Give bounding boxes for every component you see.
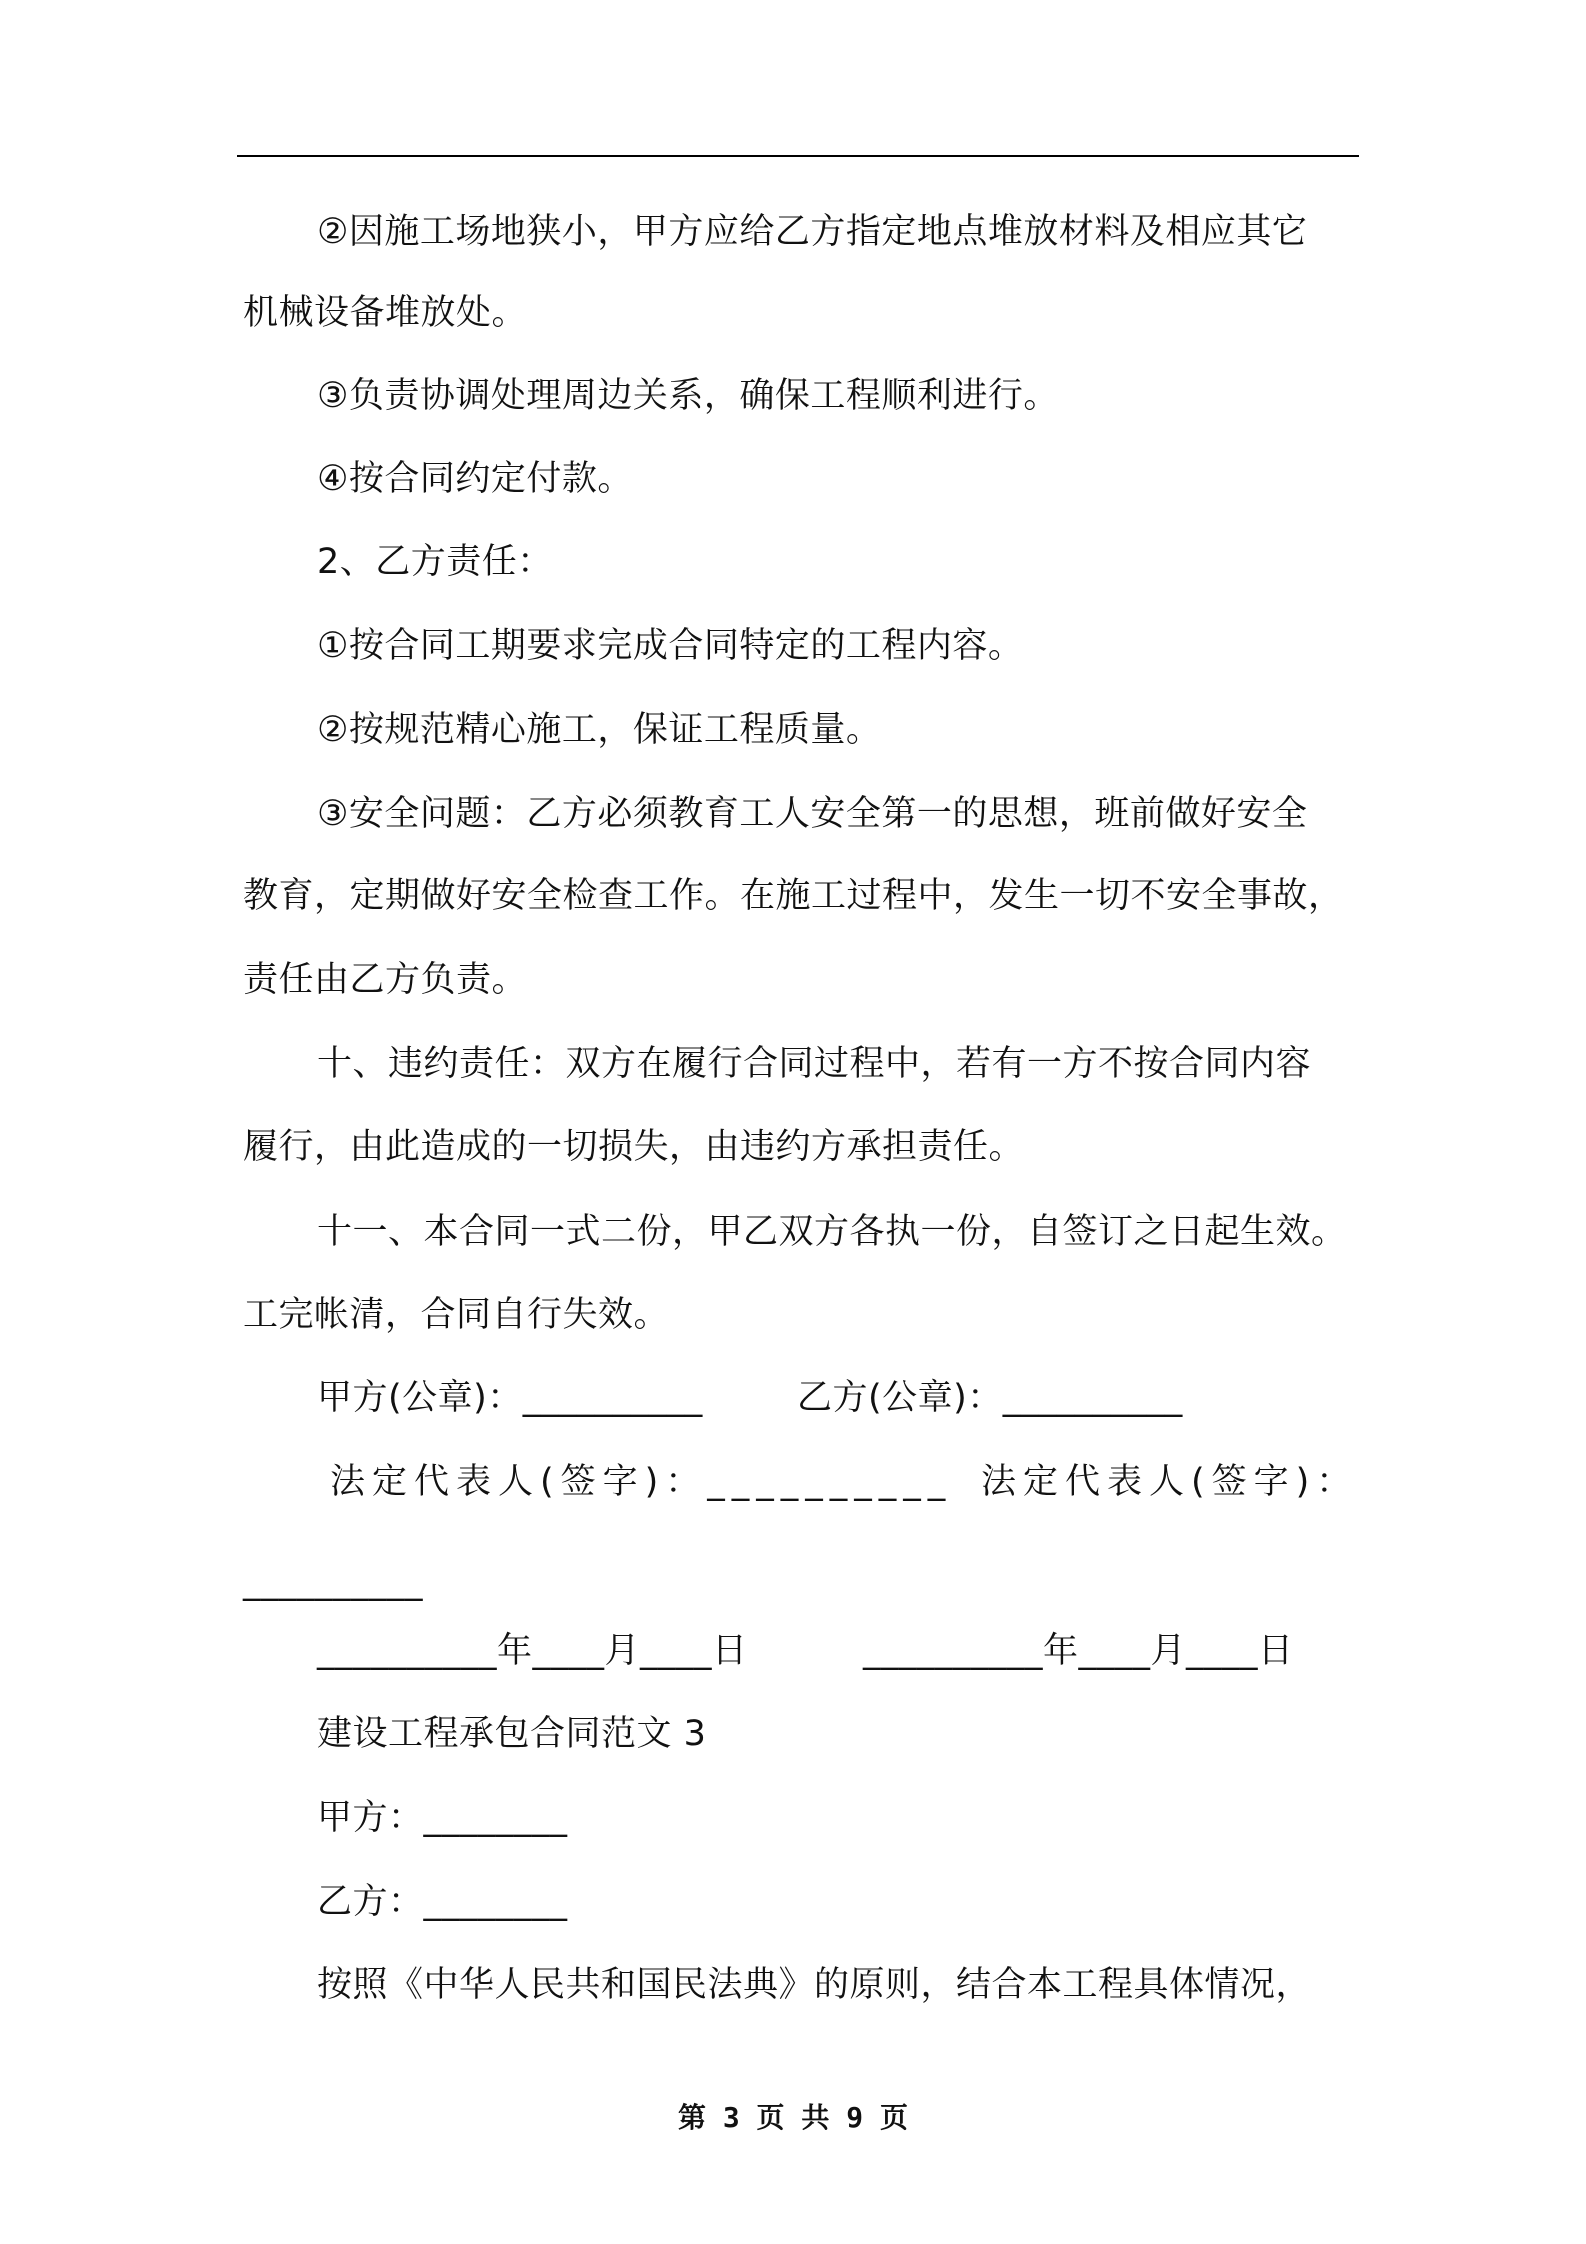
clause-a4: ④按合同约定付款。 (317, 459, 633, 499)
rep-a-field: 法定代表人(签字)：__________ (330, 1462, 953, 1502)
page-number: 第 3 页 共 9 页 (677, 2101, 908, 2134)
clause-b3-line2: 教育，定期做好安全检查工作。在施工过程中，发生一切不安全事故， (243, 876, 1344, 916)
party-b-seal-field: 乙方(公章)：__________ (797, 1378, 1183, 1418)
party-a-seal-field: 甲方(公章)：__________ (317, 1378, 703, 1418)
clause-a2-line2: 机械设备堆放处。 (243, 293, 528, 333)
clause-b1: ①按合同工期要求完成合同特定的工程内容。 (317, 626, 1024, 666)
clause-eleven-line2: 工完帐清，合同自行失效。 (243, 1295, 670, 1335)
clause-ten-line1: 十、违约责任：双方在履行合同过程中，若有一方不按合同内容 (317, 1044, 1312, 1084)
rep-b-field: 法定代表人(签字)： (981, 1462, 1359, 1502)
next-contract-title: 建设工程承包合同范文 3 (317, 1714, 707, 1754)
clause-b3-line3: 责任由乙方负责。 (243, 960, 528, 1000)
clause-b3-line1: ③安全问题：乙方必须教育工人安全第一的思想，班前做好安全 (317, 794, 1308, 834)
clause-ten-line2: 履行，由此造成的一切损失，由违约方承担责任。 (243, 1127, 1025, 1167)
header-rule (237, 155, 1359, 157)
date-a-field: __________年____月____日 (317, 1631, 748, 1671)
clause-a3: ③负责协调处理周边关系，确保工程顺利进行。 (317, 376, 1059, 416)
rep-b-blank: __________ (243, 1562, 423, 1602)
next-contract-intro: 按照《中华人民共和国民法典》的原则，结合本工程具体情况， (317, 1965, 1312, 2005)
clause-a2-line1: ②因施工场地狭小，甲方应给乙方指定地点堆放材料及相应其它 (317, 212, 1308, 252)
next-party-b-field: 乙方：________ (317, 1882, 568, 1922)
clause-b2: ②按规范精心施工，保证工程质量。 (317, 710, 882, 750)
clause-eleven-line1: 十一、本合同一式二份，甲乙双方各执一份，自签订之日起生效。 (317, 1212, 1347, 1252)
section-b-heading: 2、乙方责任： (317, 542, 553, 582)
next-party-a-field: 甲方：________ (317, 1798, 568, 1838)
date-b-field: __________年____月____日 (863, 1631, 1294, 1671)
